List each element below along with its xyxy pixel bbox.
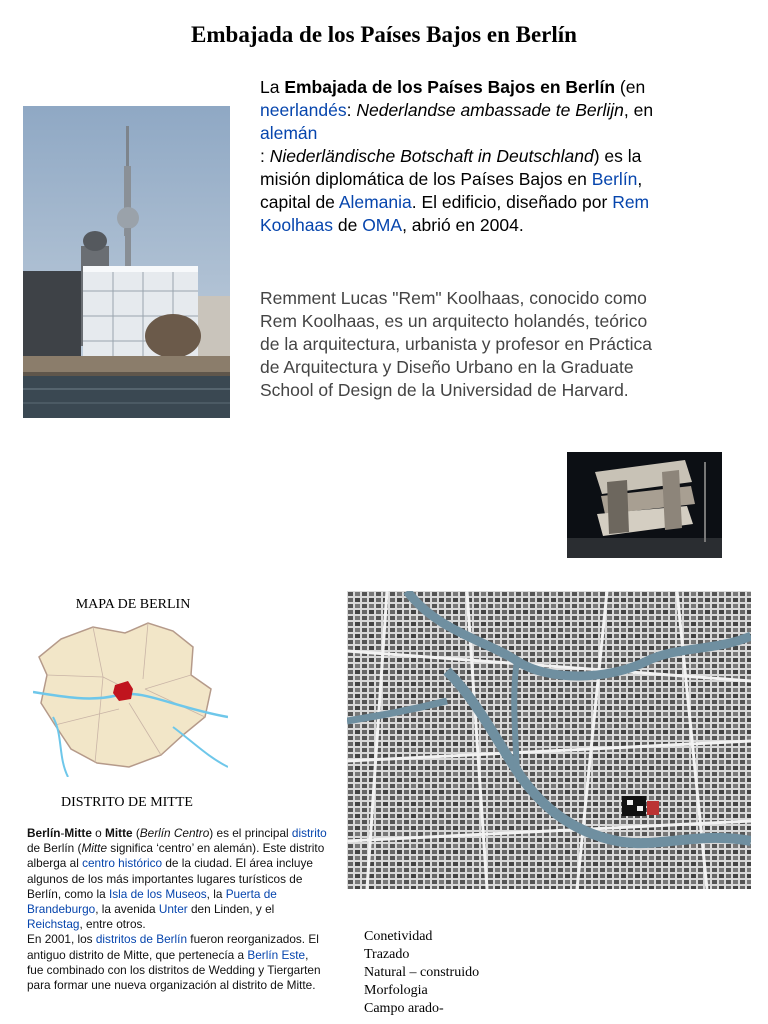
link-unter[interactable]: Unter [158, 902, 188, 917]
intro-text: , abrió en 2004. [402, 215, 524, 235]
berlin-map [33, 617, 228, 777]
link-centro-historico[interactable]: centro histórico [82, 856, 163, 871]
mitte-text: Berlín [27, 826, 61, 840]
link-berlin-este[interactable]: Berlín Este [247, 947, 306, 962]
intro-text: : [260, 146, 270, 166]
mitte-text: , fue combinado con los distritos de Wedding y Tiergarten para formar une nueva organización al distrito de Mitte. [27, 947, 321, 993]
district-caption: DISTRITO DE MITTE [61, 795, 193, 810]
mitte-text: den Linden, y el [187, 902, 275, 917]
link-reichstag[interactable]: Reichstag [27, 917, 80, 932]
mitte-text: Mitte [64, 826, 92, 840]
mitte-text: , entre otros. [79, 917, 146, 932]
mitte-text: Mitte [105, 826, 133, 840]
model-photo [567, 452, 722, 558]
link-oma[interactable]: OMA [362, 215, 403, 235]
embassy-photo [23, 106, 230, 418]
intro-text: de [332, 215, 363, 235]
intro-text: : [346, 100, 357, 120]
link-distritos-berlin[interactable]: distritos de Berlín [95, 932, 188, 947]
mitte-paragraph [27, 826, 327, 993]
mitte-text: ( [132, 826, 140, 840]
note-item: Natural – construido [364, 965, 480, 980]
link-distrito[interactable]: distrito [291, 826, 327, 840]
link-alemania[interactable]: Alemania [338, 192, 412, 212]
intro-text: , en [623, 100, 654, 120]
mitte-text: , la avenida [95, 902, 159, 917]
link-puerta-brandeburgo[interactable]: Puerta de Brandeburgo [27, 886, 277, 917]
mitte-text: - [60, 826, 65, 840]
link-aleman[interactable]: alemán [260, 123, 318, 143]
link-berlin[interactable]: Berlín [591, 169, 638, 189]
note-item: Trazado [364, 947, 410, 962]
intro-text: ) es la misión diplomática de los Países Bajos en [260, 146, 642, 189]
page-title: Embajada de los Países Bajos en Berlín [191, 22, 577, 47]
mitte-text: Berlín Centro [139, 826, 210, 840]
note-item: Morfologia [364, 983, 428, 998]
intro-text: , capital de [260, 169, 643, 212]
mitte-text: , la [206, 886, 226, 901]
city-plan-map [347, 591, 751, 889]
intro-text: . El edificio, diseñado por [411, 192, 613, 212]
link-isla-museos[interactable]: Isla de los Museos [108, 886, 207, 901]
mitte-text: Mitte [81, 841, 108, 856]
mitte-text: significa ‘centro’ en alemán). Este distrito alberga al [27, 841, 325, 871]
intro-text: (en [615, 77, 646, 97]
link-neerlandes[interactable]: neerlandés [260, 100, 347, 120]
embassy-name: Embajada de los Países Bajos en Berlín [284, 77, 616, 97]
mitte-text: de Berlín ( [27, 841, 82, 856]
german-name: Niederländische Botschaft in Deutschland [269, 146, 594, 166]
mitte-text: o [91, 826, 106, 840]
mitte-text: fueron reorganizados. El antiguo distrito de Mitte, que pertenecía a [27, 932, 319, 962]
mitte-text: En 2001, los [27, 932, 96, 947]
note-item: Conetividad [364, 929, 433, 944]
intro-text: La [260, 77, 285, 97]
map-caption: MAPA DE BERLIN [75, 597, 191, 612]
note-item: Campo arado- [364, 1001, 444, 1016]
dutch-name: Nederlandse ambassade te Berlijn [356, 100, 624, 120]
mitte-text: ) es el principal [209, 826, 292, 840]
link-rem-koolhaas[interactable]: Rem Koolhaas [260, 192, 650, 235]
koolhaas-bio: Remment Lucas "Rem" Koolhaas, conocido como Rem Koolhaas, es un arquitecto holandés, teórico de la arquitectura, urbanista y profesor en Práctica de Arquitectura y Diseño Urbano en la Graduate School of Design de la Universidad de Harvard. [260, 288, 653, 400]
intro-paragraph [260, 76, 660, 237]
mitte-text: de la ciudad. El área incluye algunos de los más importantes lugares turísticos de Berlín, como la [27, 856, 313, 901]
notes-list [364, 928, 479, 1018]
